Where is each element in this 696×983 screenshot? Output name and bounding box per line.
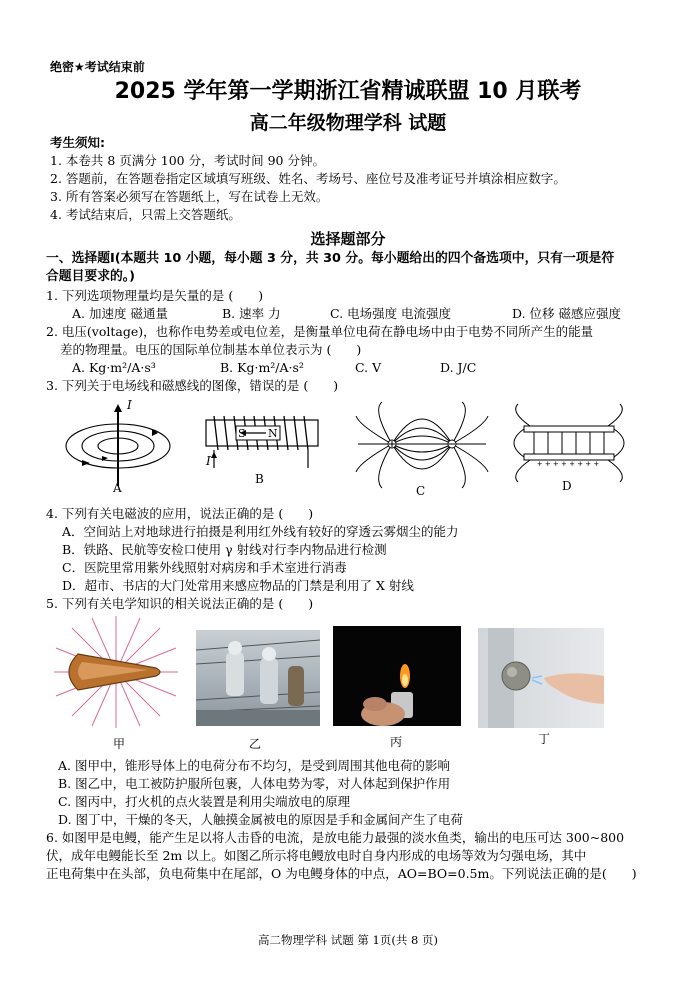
figure-a-wire-field	[62, 400, 174, 492]
figure-label-yi: 乙	[249, 737, 262, 751]
figure-label-jia: 甲	[113, 737, 126, 751]
question-4-stem: 4. 下列有关电磁波的应用，说法正确的是 ( )	[46, 506, 314, 521]
q5-option-b: B. 图乙中，电工被防护服所包裹，人体电势为零，对人体起到保护作用	[58, 776, 451, 791]
q4-option-d: D．超市、书店的大门处常用来感应物品的门禁是利用了 X 射线	[62, 578, 414, 593]
question-6-stem: 正电荷集中在头部，负电荷集中在尾部，O 为电鳗身体的中点，AO=BO=0.5m。下列说法正确的是( )	[46, 866, 637, 881]
figure-label-a: A	[113, 481, 122, 495]
q2-option-b: B. Kg·m²/A·s²	[220, 360, 304, 375]
section-intro: 一、选择题Ⅰ(本题共 10 小题，每小题 3 分，共 30 分。每小题给出的四个备选项中，只有一项是符	[46, 251, 615, 266]
q5-option-c: C. 图丙中，打火机的点火装置是利用尖端放电的原理	[58, 794, 351, 809]
exam-title: 2025 学年第一学期浙江省精诚联盟 10 月联考	[114, 79, 582, 104]
question-5-stem: 5. 下列有关电学知识的相关说法正确的是 ( )	[46, 596, 314, 611]
magnet-n-label: N	[268, 427, 278, 440]
figure-label-bing: 丙	[390, 735, 403, 749]
section-title: 选择题部分	[310, 230, 386, 248]
photo-bing-lighter	[333, 626, 461, 726]
q4-option-a: A．空间站上对地球进行拍摄是利用红外线有较好的穿透云雾烟尘的能力	[62, 524, 459, 539]
q2-option-c: C. V	[355, 360, 382, 375]
question-3-stem: 3. 下列关于电场线和磁感线的图像，错误的是 ( )	[46, 378, 339, 393]
section-intro: 合题目要求的。)	[46, 269, 136, 284]
q1-option-d: D. 位移 磁感应强度	[512, 306, 621, 321]
q1-option-c: C. 电场强度 电流强度	[330, 306, 452, 321]
notice-item: 1. 本卷共 8 页满分 100 分，考试时间 90 分钟。	[50, 153, 325, 168]
question-6-stem: 伏，成年电鳗能长至 2m 以上。如图乙所示将电鳗放电时自身内形成的电场等效为匀强电场，其中	[46, 848, 587, 863]
q2-option-d: D. J/C	[440, 360, 477, 375]
figure-label-ding: 丁	[538, 732, 551, 746]
q4-option-c: C．医院里常用紫外线照射对病房和手术室进行消毒	[62, 560, 347, 575]
q5-option-d: D. 图丁中，干燥的冬天，人触摸金属被电的原因是手和金属间产生了电荷	[58, 812, 464, 827]
figure-c-dipole-field	[352, 400, 492, 490]
page-footer: 高二物理学科 试题 第 1页(共 8 页)	[258, 933, 438, 947]
q4-option-b: B．铁路、民航等安检口使用 γ 射线对行李内物品进行检测	[62, 542, 387, 557]
question-2-stem: 差的物理量。电压的国际单位制基本单位表示为 ( )	[60, 342, 362, 357]
q1-option-a: A. 加速度 磁通量	[72, 306, 168, 321]
notice-item: 4. 考试结束后，只需上交答题纸。	[50, 207, 241, 222]
figure-b-solenoid	[200, 410, 324, 472]
figure-d-parallel-plates	[510, 402, 628, 482]
svg-text:+ + + + + + + +: + + + + + + + +	[536, 460, 600, 468]
magnet-s-label: S	[238, 427, 246, 440]
question-2-stem: 2. 电压(voltage)，也称作电势差或电位差，是衡量单位电荷在静电场中由于电势不同所产生的能量	[46, 324, 594, 339]
question-6-stem: 6. 如图甲是电鳗，能产生足以将人击昏的电流，是放电能力最强的淡水鱼类，输出的电压可达 300~800	[46, 830, 625, 845]
figure-label-d: D	[562, 479, 572, 493]
notice-item: 3. 所有答案必须写在答题纸上，写在试卷上无效。	[50, 189, 329, 204]
q1-option-b: B. 速率 力	[222, 306, 281, 321]
notice-title: 考生须知:	[50, 135, 105, 150]
photo-yi-electricians	[196, 630, 320, 726]
question-1-stem: 1. 下列选项物理量均是矢量的是 ( )	[46, 288, 264, 303]
notice-item: 2. 答题前，在答题卷指定区域填写班级、姓名、考场号、座位号及准考证号并填涂相应数字。	[50, 171, 566, 186]
q2-option-a: A. Kg·m²/A·s³	[72, 360, 156, 375]
current-label-b: I	[206, 454, 211, 468]
q5-option-a: A. 图甲中，锥形导体上的电荷分布不均匀，是受到周围其他电荷的影响	[58, 758, 450, 773]
exam-subtitle: 高二年级物理学科 试题	[249, 112, 447, 134]
figure-label-b: B	[255, 472, 264, 486]
current-label-a: I	[127, 398, 132, 412]
confidential-mark: 绝密★考试结束前	[50, 60, 145, 74]
photo-ding-doorknob	[478, 628, 604, 728]
figure-label-c: C	[416, 484, 426, 498]
figure-jia-cone-conductor	[52, 614, 180, 730]
